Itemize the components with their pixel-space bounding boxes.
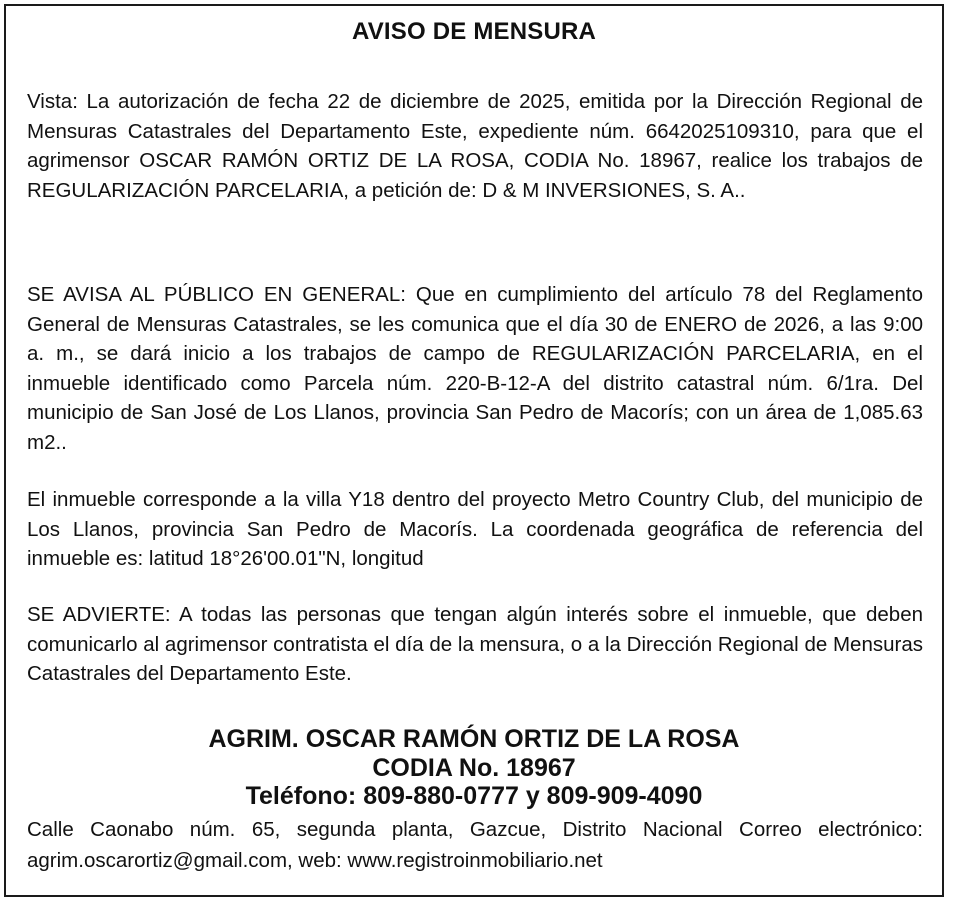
public-notice-paragraph: SE AVISA AL PÚBLICO EN GENERAL: Que en cumplimiento del artículo 78 del Reglamento General de Mensuras Catastrales, se les comunica que el día 30 de ENERO de 2026, a las 9:00 a. m., se dará inicio a los trabajos de campo de REGULARIZACIÓN PARCELARIA, en el inmueble identificado como Parcela núm. 220-B-12-A del distrito catastral núm. 6/1ra. Del municipio de San José de Los Llanos, provincia San Pedro de Macorís; con un área de 1,085.63 m2..	[27, 283, 923, 454]
surveyor-phone: Teléfono: 809-880-0777 y 809-909-4090	[245, 782, 703, 810]
property-description-paragraph: El inmueble corresponde a la villa Y18 dentro del proyecto Metro Country Club, del municipio de Los Llanos, provincia San Pedro de Macorís. La coordenada geográfica de referencia del inmueble es: latitud 18°26'00.01"N, longitud	[27, 488, 923, 570]
survey-notice	[4, 4, 944, 897]
surveyor-codia: CODIA No. 18967	[372, 754, 576, 782]
surveyor-name: AGRIM. OSCAR RAMÓN ORTIZ DE LA ROSA	[208, 725, 740, 753]
contact-paragraph: Calle Caonabo núm. 65, segunda planta, Gazcue, Distrito Nacional Correo electrónico: agrim.oscarortiz@gmail.com, web: www.registroinmobiliario.net	[27, 818, 923, 872]
warning-paragraph: SE ADVIERTE: A todas las personas que tengan algún interés sobre el inmueble, que deben comunicarlo al agrimensor contratista el día de la mensura, o a la Dirección Regional de Mensuras Catastrales del Departamento Este.	[27, 603, 923, 685]
authorization-paragraph: Vista: La autorización de fecha 22 de diciembre de 2025, emitida por la Dirección Regional de Mensuras Catastrales del Departamento Este, expediente núm. 6642025109310, para que el agrimensor OSCAR RAMÓN ORTIZ DE LA ROSA, CODIA No. 18967, realice los trabajos de REGULARIZACIÓN PARCELARIA, a petición de: D & M INVERSIONES, S. A..	[27, 90, 923, 202]
notice-title: AVISO DE MENSURA	[351, 18, 597, 45]
